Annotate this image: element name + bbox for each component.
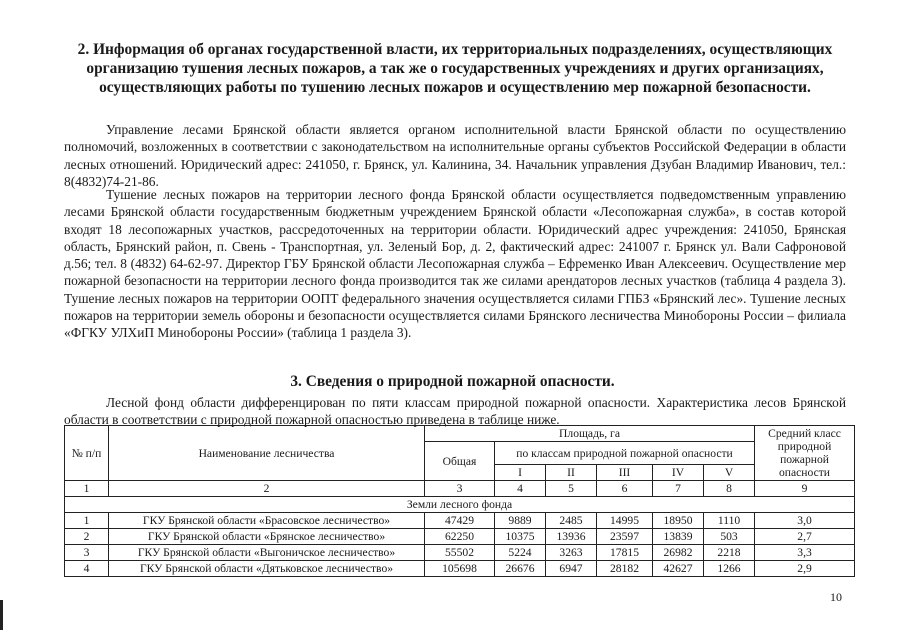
cell-name: ГКУ Брянской области «Дятьковское лесничество» <box>109 561 425 577</box>
table-row <box>65 529 855 545</box>
cell-name: ГКУ Брянской области «Брянское лесничество» <box>109 529 425 545</box>
index-cell: 5 <box>546 481 597 497</box>
section-2-heading: 2. Информация об органах государственной власти, их территориальных подразделениях, осуществляющих организацию тушения лесных пожаров, а так же о государственных учреждениях и других организациях, осуществляющих работы по тушению лесных пожаров и осуществлению мер пожарной безопасности. <box>77 41 833 96</box>
index-cell: 8 <box>704 481 755 497</box>
cell-class-5: 2218 <box>704 545 755 561</box>
cell-class-2: 3263 <box>546 545 597 561</box>
cell-class-3: 14995 <box>597 513 653 529</box>
header-class-3: III <box>597 465 653 481</box>
cell-avg: 3,0 <box>755 513 855 529</box>
header-name: Наименование лесничества <box>109 426 425 481</box>
scan-edge-mark <box>0 600 3 630</box>
cell-class-4: 26982 <box>653 545 704 561</box>
cell-class-1: 9889 <box>495 513 546 529</box>
index-cell: 2 <box>109 481 425 497</box>
header-total: Общая <box>425 442 495 481</box>
header-class-1: I <box>495 465 546 481</box>
header-area: Площадь, га <box>425 426 755 442</box>
cell-class-3: 23597 <box>597 529 653 545</box>
header-avg-class: Средний класс природной пожарной опасности <box>755 426 855 481</box>
table-header-row-1 <box>65 426 855 442</box>
table-row <box>65 545 855 561</box>
group-label: Земли лесного фонда <box>65 497 855 513</box>
cell-class-5: 1110 <box>704 513 755 529</box>
index-cell: 7 <box>653 481 704 497</box>
cell-avg: 3,3 <box>755 545 855 561</box>
index-cell: 3 <box>425 481 495 497</box>
index-cell: 1 <box>65 481 109 497</box>
cell-name: ГКУ Брянской области «Выгоничское лесничество» <box>109 545 425 561</box>
header-class-5: V <box>704 465 755 481</box>
cell-avg: 2,7 <box>755 529 855 545</box>
cell-name: ГКУ Брянской области «Брасовское лесничество» <box>109 513 425 529</box>
section-3-heading: 3. Сведения о природной пожарной опасности. <box>290 373 615 390</box>
cell-class-1: 10375 <box>495 529 546 545</box>
section-3-paragraph: Лесной фонд области дифференцирован по пяти классам природной пожарной опасности. Характеристика лесов Брянской области в соответствии с природной пожарной опасностью приведена в таблице ниже. <box>64 395 846 428</box>
cell-class-5: 503 <box>704 529 755 545</box>
cell-total: 47429 <box>425 513 495 529</box>
index-cell: 4 <box>495 481 546 497</box>
cell-no: 1 <box>65 513 109 529</box>
cell-class-4: 42627 <box>653 561 704 577</box>
cell-class-2: 6947 <box>546 561 597 577</box>
cell-total: 62250 <box>425 529 495 545</box>
cell-class-2: 13936 <box>546 529 597 545</box>
cell-class-2: 2485 <box>546 513 597 529</box>
cell-no: 4 <box>65 561 109 577</box>
header-classes: по классам природной пожарной опасности <box>495 442 755 465</box>
index-cell: 9 <box>755 481 855 497</box>
table-row <box>65 561 855 577</box>
table-group-row <box>65 497 855 513</box>
cell-class-5: 1266 <box>704 561 755 577</box>
header-class-4: IV <box>653 465 704 481</box>
cell-class-4: 18950 <box>653 513 704 529</box>
cell-no: 2 <box>65 529 109 545</box>
cell-avg: 2,9 <box>755 561 855 577</box>
table-row <box>65 513 855 529</box>
cell-class-3: 28182 <box>597 561 653 577</box>
section-2-paragraph-2: Тушение лесных пожаров на территории лесного фонда Брянской области осуществляется подведомственным управлению лесами Брянской области государственным бюджетным учреждением Брянской области «Лесопожарная служба», в состав которой входят 18 лесопожарных участков, рассредоточенных на территории области. Юридический адрес учреждения: 241050, Брянская область, Брянский район, п. Свень - Транспортная, ул. Зеленый Бор, д. 2, фактический адрес: 241007 г. Брянск ул. Вали Сафроновой д.56; тел. 8 (4832) 64-62-97. Директор ГБУ Брянской области Лесопожарная служба – Ефременко Иван Алексеевич. Осуществление мер пожарной безопасности на территории лесного фонда производится так же силами арендаторов лесных участков (таблица 4 раздела 3). Тушение лесных пожаров на территории ООПТ федерального значения осуществляется силами ГПБЗ «Брянский лес». Тушение лесных пожаров на территории земель обороны и безопасности осуществляется силами Брянского лесничества Минобороны России – филиала «ФГКУ УЛХиП Минобороны России» (таблица 1 раздела 3). <box>64 187 846 341</box>
cell-class-4: 13839 <box>653 529 704 545</box>
header-no: № п/п <box>65 426 109 481</box>
index-cell: 6 <box>597 481 653 497</box>
cell-class-1: 26676 <box>495 561 546 577</box>
cell-class-1: 5224 <box>495 545 546 561</box>
header-class-2: II <box>546 465 597 481</box>
page-number: 10 <box>830 590 842 604</box>
cell-total: 105698 <box>425 561 495 577</box>
cell-no: 3 <box>65 545 109 561</box>
cell-total: 55502 <box>425 545 495 561</box>
cell-class-3: 17815 <box>597 545 653 561</box>
fire-hazard-table <box>64 425 855 577</box>
table-index-row <box>65 481 855 497</box>
section-2-paragraph-1: Управление лесами Брянской области является органом исполнительной власти Брянской области по осуществлению полномочий, возложенных в соответствии с законодательством на исполнительные органы субъектов Российской Федерации в области лесных отношений. Юридический адрес: 241050, г. Брянск, ул. Калинина, 34. Начальник управления Дзубан Владимир Иванович, тел.: 8(4832)74-21-86. <box>64 122 846 189</box>
